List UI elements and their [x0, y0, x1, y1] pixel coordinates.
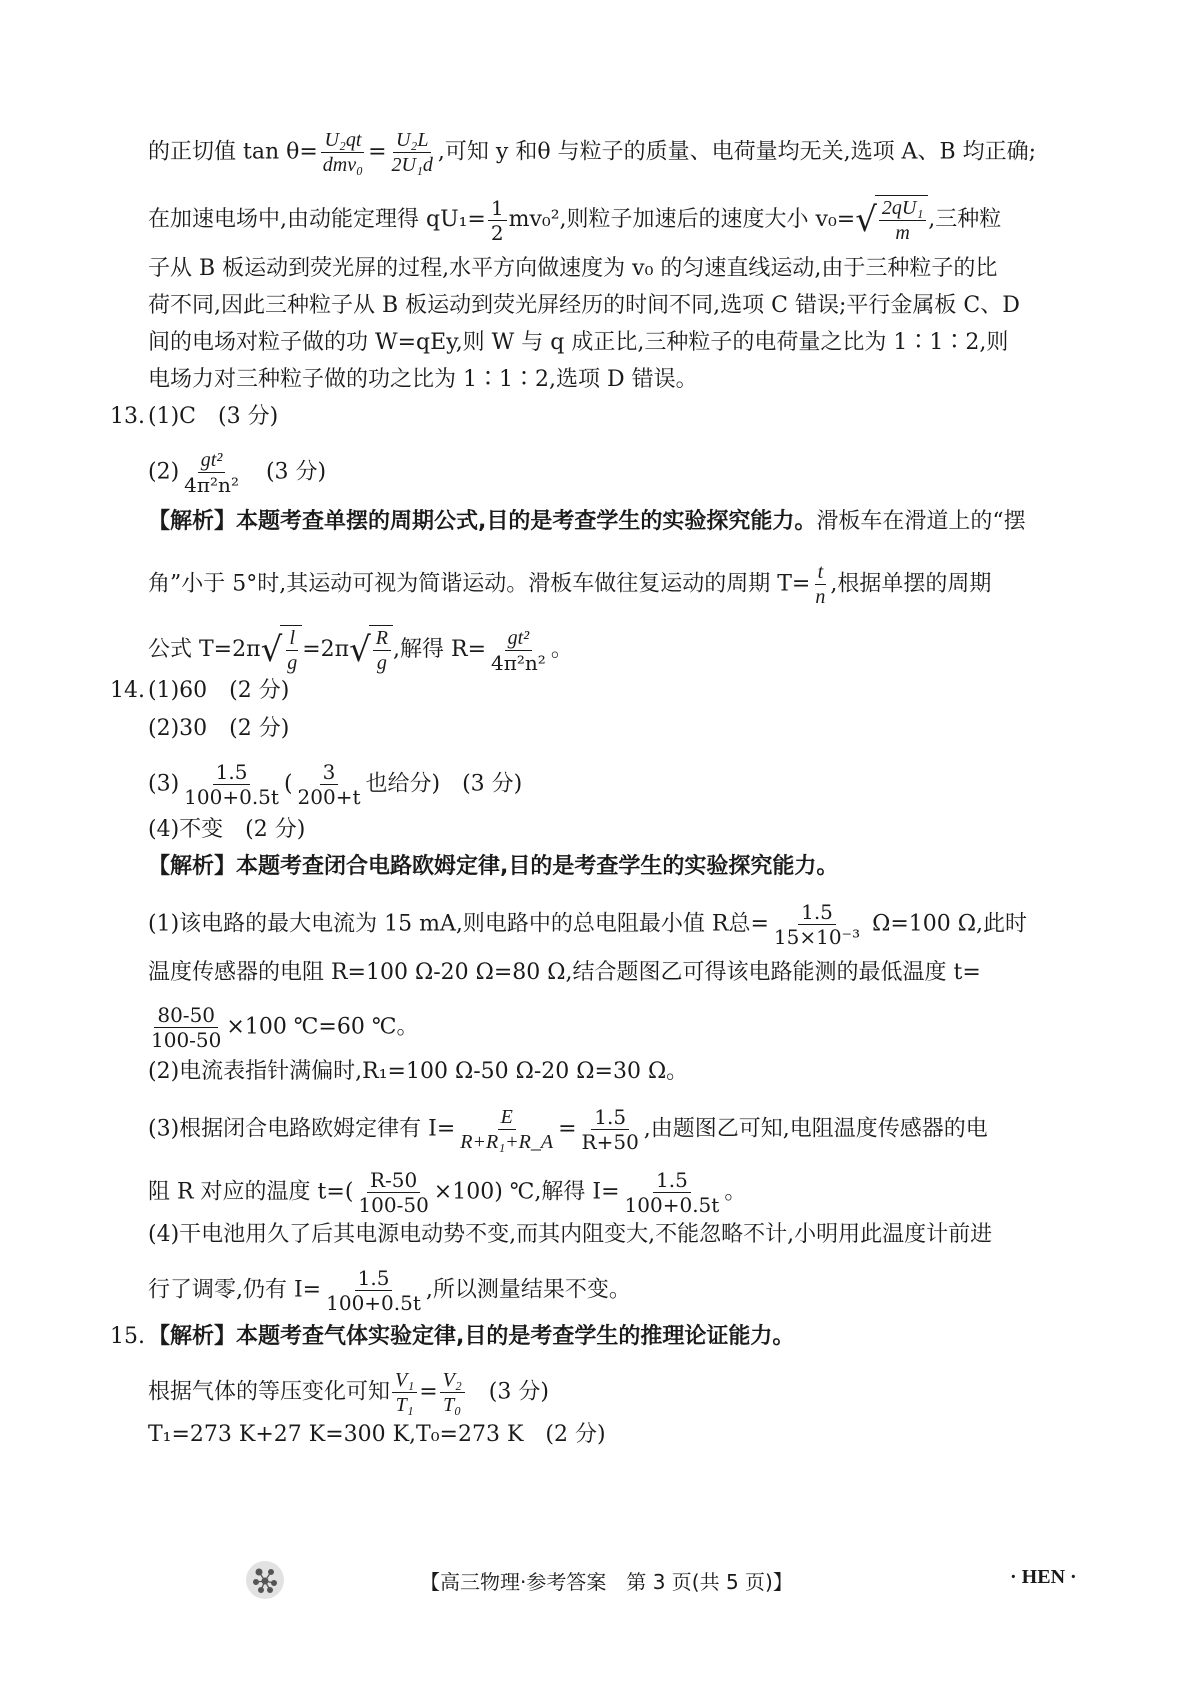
text: 滑板车在滑道上的“摆	[816, 509, 1026, 534]
publisher-logo-icon	[245, 1560, 285, 1600]
denominator: 2	[490, 220, 504, 245]
text: =2π	[302, 637, 350, 662]
fraction	[440, 1368, 465, 1417]
text: (2)	[148, 459, 180, 485]
fraction	[181, 448, 242, 497]
text: 阻 R 对应的温度 t=(	[148, 1179, 354, 1205]
text: ,三种粒	[928, 207, 1002, 232]
analysis-tag: 【解析】	[148, 1324, 237, 1349]
q14-explain-1	[148, 900, 1092, 949]
fraction	[389, 128, 436, 177]
text: ,解得 R=	[393, 637, 487, 662]
numerator: 1.5	[213, 760, 251, 785]
text: ,由题图乙可知,电阻温度传感器的电	[643, 1116, 988, 1142]
q15-explain-2: T₁=273 K+27 K=300 K,T₀=273 K (2 分)	[148, 1422, 606, 1447]
fraction	[323, 1266, 424, 1315]
denominator: 100+0.5t	[326, 1291, 421, 1315]
question-number: 13.	[110, 404, 145, 429]
text: (3)	[148, 771, 180, 797]
denominator: g	[287, 652, 298, 674]
text: (3 分)	[466, 1379, 549, 1405]
q13-explain-3	[148, 625, 1092, 675]
denominator: g	[376, 652, 387, 674]
numerator: gt²	[198, 448, 226, 473]
q13-explain-1	[148, 507, 1092, 537]
fraction	[457, 1105, 556, 1154]
fraction	[320, 128, 366, 177]
numerator: gt²	[505, 626, 533, 651]
numerator: l	[286, 626, 298, 651]
q14-answer-2: (2)30 (2 分)	[148, 716, 290, 741]
text: 本题考查气体实验定律,目的是考查学生的推理论证能力。	[236, 1324, 795, 1349]
text: =	[368, 139, 387, 165]
q12-line-1	[148, 128, 1092, 177]
text: 在加速电场中,由动能定理得 qU₁=	[148, 207, 486, 232]
text: =	[558, 1116, 577, 1142]
q12-line-5: 间的电场对粒子做的功 W=qEy,则 W 与 q 成正比,三种粒子的电荷量之比为 1∶1∶2,则	[148, 330, 1009, 355]
numerator: E	[498, 1105, 516, 1130]
fraction	[181, 760, 282, 809]
text: ,根据单摆的周期	[830, 571, 992, 597]
text: mv₀²,则粒子加速后的速度大小 v₀=	[508, 207, 856, 232]
q12-line-4: 荷不同,因此三种粒子从 B 板运动到荧光屏经历的时间不同,选项 C 错误;平行金属板 C、D	[148, 293, 1020, 318]
text: ×100 ℃=60 ℃。	[226, 1014, 419, 1040]
denominator: T₁	[395, 1394, 414, 1416]
numerator: t	[815, 560, 827, 585]
text: 。	[550, 637, 573, 662]
denominator: 4π²n²	[184, 473, 239, 497]
numerator: 1.5	[591, 1105, 629, 1130]
sqrt: √ $\frac{\text{2qU₁}}{m}$	[855, 195, 928, 245]
denominator: 100-50	[151, 1028, 222, 1052]
text: ,可知 y 和θ 与粒子的质量、电荷量均无关,选项 A、B 均正确;	[437, 139, 1037, 165]
q12-line-3: 子从 B 板运动到荧光屏的过程,水平方向做速度为 v₀ 的匀速直线运动,由于三种粒子的比	[148, 256, 998, 281]
fraction	[392, 1368, 417, 1417]
numerator: 80-50	[154, 1003, 218, 1028]
numerator: V₂	[440, 1368, 465, 1393]
text: 也给分) (3 分)	[365, 771, 523, 797]
q13-answer-2	[148, 448, 1092, 497]
numerator: 1.5	[355, 1266, 393, 1291]
fraction	[284, 626, 300, 675]
q14-explain-8	[148, 1266, 1092, 1315]
text: 角”小于 5°时,其运动可视为简谐运动。滑板车做往复运动的周期 T=	[148, 571, 811, 597]
q13-answer-1: (1)C (3 分)	[148, 404, 279, 429]
fraction	[488, 196, 507, 245]
denominator: 100+0.5t	[184, 785, 279, 809]
text: 。	[724, 1179, 747, 1205]
numerator: 1	[488, 196, 507, 221]
denominator: 4π²n²	[491, 650, 546, 675]
fraction	[355, 1168, 431, 1217]
numerator: R-50	[367, 1168, 420, 1193]
text: 的正切值 tan θ=	[148, 139, 318, 165]
numerator: U₂qt	[321, 128, 364, 153]
denominator: 15×10⁻³	[773, 925, 861, 949]
numerator: R	[373, 626, 391, 651]
numerator: V₁	[392, 1368, 417, 1393]
footer-code: · HEN ·	[1010, 1566, 1077, 1588]
text: 公式 T=2π	[148, 637, 261, 662]
text: (	[283, 771, 293, 797]
sqrt: √ $\frac{R}{g}$	[349, 625, 393, 675]
text: =	[419, 1379, 438, 1405]
question-number: 15.	[110, 1324, 145, 1349]
fraction	[812, 560, 828, 609]
q15-explain-1	[148, 1368, 1092, 1417]
denominator: R+R₁+R_A	[460, 1131, 554, 1153]
denominator: 200+t	[297, 785, 361, 809]
numerator: 1.5	[653, 1168, 691, 1193]
q14-explain-0	[148, 852, 1092, 882]
text: 根据气体的等压变化可知	[148, 1379, 391, 1405]
denominator: m	[895, 222, 910, 244]
text: ×100) ℃,解得 I=	[433, 1179, 620, 1205]
q14-explain-5	[148, 1105, 1092, 1154]
text: 本题考查闭合电路欧姆定律,目的是考查学生的实验探究能力。	[236, 854, 839, 879]
fraction	[373, 626, 391, 675]
q14-explain-2: 温度传感器的电阻 R=100 Ω-20 Ω=80 Ω,结合题图乙可得该电路能测的最低温度 t=	[148, 960, 981, 985]
q14-answer-3	[148, 760, 1092, 809]
fraction	[771, 900, 863, 949]
fraction	[622, 1168, 723, 1217]
numerator: 3	[320, 760, 339, 785]
text: Ω=100 Ω,此时	[865, 911, 1028, 937]
analysis-tag: 【解析】	[148, 509, 237, 534]
analysis-tag: 【解析】	[148, 854, 237, 879]
q15-explain-0	[148, 1322, 1092, 1352]
q14-explain-4: (2)电流表指针满偏时,R₁=100 Ω-50 Ω-20 Ω=30 Ω。	[148, 1059, 689, 1084]
q14-explain-6	[148, 1168, 1092, 1217]
text: 本题考查单摆的周期公式,目的是考查学生的实验探究能力。	[236, 509, 817, 534]
text: ,所以测量结果不变。	[425, 1277, 631, 1303]
q14-answer-4: (4)不变 (2 分)	[148, 817, 306, 842]
text: (3 分)	[243, 459, 327, 485]
question-number: 14.	[110, 678, 145, 703]
denominator: R+50	[581, 1130, 639, 1154]
fraction	[148, 1003, 224, 1052]
q12-line-2	[148, 195, 1092, 245]
footer-page-info: 【高三物理·参考答案 第 3 页(共 5 页)】	[420, 1570, 793, 1594]
page-footer	[0, 1560, 1200, 1600]
text: (3)根据闭合电路欧姆定律有 I=	[148, 1116, 456, 1142]
denominator: dmv₀	[322, 154, 364, 176]
sqrt: √ $\frac{l}{g}$	[261, 625, 303, 675]
q12-line-6: 电场力对三种粒子做的功之比为 1∶1∶2,选项 D 错误。	[148, 367, 698, 392]
q14-explain-7: (4)干电池用久了后其电源电动势不变,而其内阻变大,不能忽略不计,小明用此温度计前进	[148, 1222, 993, 1247]
numerator: U₂L	[393, 128, 432, 153]
denominator: T₀	[443, 1394, 462, 1416]
denominator: 100-50	[358, 1193, 429, 1217]
denominator: 100+0.5t	[624, 1193, 720, 1217]
numerator: 1.5	[798, 900, 836, 925]
numerator: 2qU₁	[879, 196, 926, 221]
text: (1)该电路的最大电流为 15 mA,则电路中的总电阻最小值 R总=	[148, 911, 769, 937]
q14-explain-3	[148, 1003, 1092, 1052]
fraction	[579, 1105, 642, 1154]
denominator: 2U₁d	[391, 154, 433, 176]
denominator: n	[815, 586, 826, 608]
fraction	[879, 196, 926, 245]
text: 行了调零,仍有 I=	[148, 1277, 322, 1303]
fraction	[488, 626, 549, 675]
fraction	[295, 760, 364, 809]
q13-explain-2	[148, 560, 1092, 609]
q14-answer-1: (1)60 (2 分)	[148, 678, 290, 703]
